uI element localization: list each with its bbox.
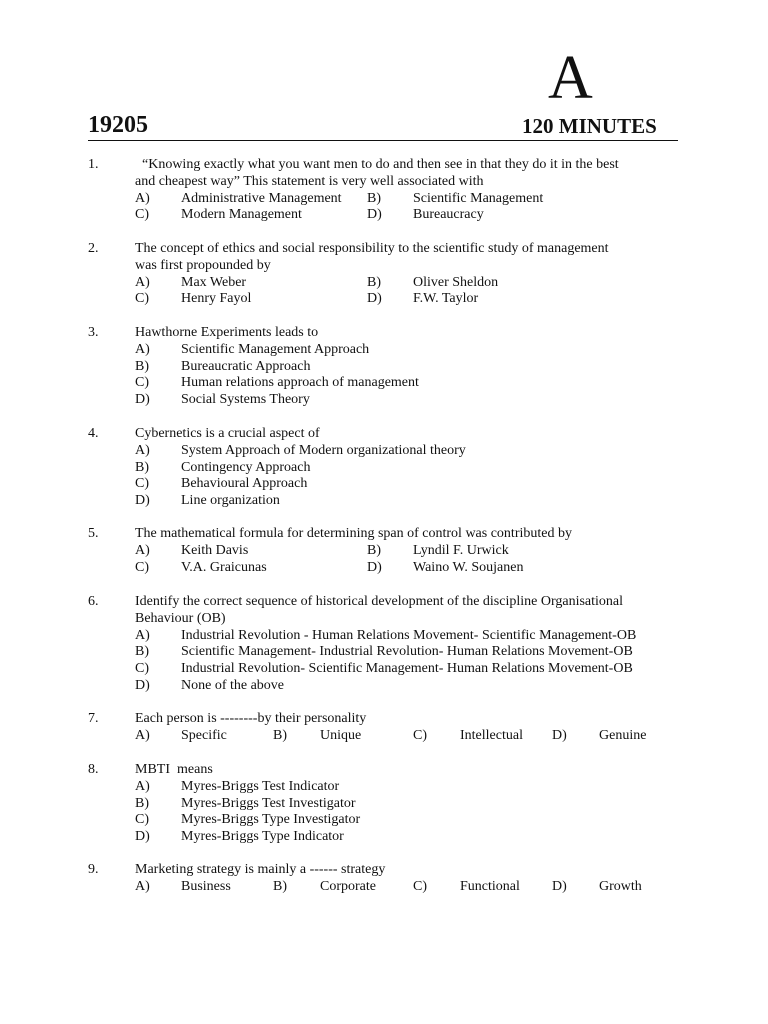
option-letter: B) (367, 274, 381, 290)
option-row (0, 460, 768, 477)
option-text: Corporate (320, 878, 376, 894)
option-row (0, 728, 768, 745)
option-text: Business (181, 878, 231, 894)
option-text: Intellectual (460, 727, 523, 743)
option-letter: B) (135, 459, 149, 475)
question-number: 7. (88, 711, 99, 726)
option-text: Administrative Management (181, 190, 342, 206)
option-row (0, 291, 768, 308)
option-letter: A) (135, 190, 150, 206)
option-letter: D) (552, 878, 567, 894)
option-letter: C) (413, 727, 427, 743)
option-letter: D) (135, 392, 150, 408)
option-text: Myres-Briggs Test Investigator (181, 795, 356, 811)
option-letter: A) (135, 727, 150, 743)
option-text: Max Weber (181, 274, 247, 290)
option-letter: A) (135, 878, 150, 894)
option-letter: D) (367, 291, 382, 307)
option-text: Scientific Management- Industrial Revolution- Human Relations Movement-OB (181, 644, 633, 660)
question-stem: The concept of ethics and social responsibility to the scientific study of management was first propounded by (135, 241, 609, 273)
option-letter: D) (135, 678, 150, 693)
option-row (0, 392, 768, 409)
option-text: Oliver Sheldon (413, 274, 499, 290)
option-text: V.A. Graicunas (181, 559, 267, 575)
option-text: Bureaucratic Approach (181, 358, 311, 374)
option-text: F.W. Taylor (413, 291, 479, 307)
question-stem: The mathematical formula for determining span of control was contributed by (135, 526, 572, 541)
option-letter: B) (367, 542, 381, 558)
option-letter: A) (135, 778, 150, 794)
option-letter: A) (135, 341, 150, 357)
option-text: Functional (460, 878, 520, 894)
option-letter: C) (135, 291, 149, 307)
question-number: 9. (88, 862, 99, 877)
option-row (0, 560, 768, 577)
option-letter: D) (552, 727, 567, 743)
option-row (0, 543, 768, 560)
option-text: Growth (599, 878, 642, 894)
option-row (0, 644, 768, 661)
option-text: Line organization (181, 493, 280, 509)
option-row (0, 796, 768, 813)
option-text: Myres-Briggs Type Indicator (181, 829, 344, 845)
option-letter: A) (135, 627, 150, 643)
option-row (0, 678, 768, 695)
option-row (0, 779, 768, 796)
option-letter: C) (135, 559, 149, 575)
exam-duration: 120 MINUTES (522, 114, 657, 138)
option-letter: C) (135, 812, 149, 828)
option-row (0, 342, 768, 359)
question-stem: MBTI means (135, 762, 213, 777)
option-letter: A) (135, 274, 150, 290)
option-letter: B) (273, 727, 287, 743)
question-number: 1. (88, 157, 99, 172)
option-letter: A) (135, 442, 150, 458)
paper-code: 19205 (88, 112, 148, 138)
option-text: Scientific Management (413, 190, 544, 206)
option-row (0, 812, 768, 829)
option-text: Myres-Briggs Type Investigator (181, 812, 361, 828)
version-letter: A (548, 44, 593, 112)
option-letter: D) (367, 559, 382, 575)
option-text: Lyndil F. Urwick (413, 542, 509, 558)
option-text: Specific (181, 727, 227, 743)
question-stem: Each person is --------by their personality (135, 711, 367, 726)
option-text: Keith Davis (181, 542, 249, 558)
option-letter: C) (135, 207, 149, 223)
option-letter: B) (135, 795, 149, 811)
option-text: Human relations approach of management (181, 375, 419, 391)
option-letter: A) (135, 542, 150, 558)
question-number: 5. (88, 526, 99, 541)
option-row (0, 628, 768, 645)
option-letter: C) (135, 375, 149, 391)
option-text: Scientific Management Approach (181, 341, 370, 357)
option-text: Genuine (599, 727, 647, 743)
option-text: System Approach of Modern organizational theory (181, 442, 466, 458)
question-number: 6. (88, 594, 99, 609)
option-row (0, 493, 768, 510)
option-row (0, 661, 768, 678)
option-letter: B) (273, 878, 287, 894)
question-number: 8. (88, 762, 99, 777)
option-row (0, 476, 768, 493)
question-stem: Marketing strategy is mainly a ------ strategy (135, 862, 386, 877)
option-text: Myres-Briggs Test Indicator (181, 778, 340, 794)
option-text: Waino W. Soujanen (413, 559, 524, 575)
option-text: Contingency Approach (181, 459, 311, 475)
option-text: Modern Management (181, 207, 302, 223)
option-row (0, 191, 768, 208)
option-row (0, 829, 768, 846)
option-text: Bureaucracy (413, 207, 484, 223)
question-stem: “Knowing exactly what you want men to do and then see in that they do it in the best and cheapest way” This statement is very well associated with (135, 157, 619, 189)
option-text: Behavioural Approach (181, 476, 308, 492)
option-row (0, 443, 768, 460)
option-text: Industrial Revolution- Scientific Management- Human Relations Movement-OB (181, 661, 633, 677)
option-text: Industrial Revolution - Human Relations Movement- Scientific Management-OB (181, 627, 637, 643)
option-row (0, 879, 768, 896)
option-row (0, 359, 768, 376)
option-letter: D) (135, 829, 150, 845)
option-row (0, 275, 768, 292)
option-text: Social Systems Theory (181, 392, 310, 408)
question-stem: Hawthorne Experiments leads to (135, 325, 319, 340)
option-text: Unique (320, 727, 362, 743)
option-letter: B) (367, 190, 381, 206)
option-letter: D) (367, 207, 382, 223)
option-letter: B) (135, 644, 149, 660)
option-letter: C) (135, 476, 149, 492)
option-letter: C) (135, 661, 149, 677)
option-text: Henry Fayol (181, 291, 252, 307)
question-stem: Cybernetics is a crucial aspect of (135, 426, 320, 441)
question-number: 4. (88, 426, 99, 441)
question-number: 2. (88, 241, 99, 256)
option-row (0, 375, 768, 392)
question-stem: Identify the correct sequence of historical development of the discipline Organisational Behaviour (OB) (135, 594, 624, 626)
option-letter: C) (413, 878, 427, 894)
question-number: 3. (88, 325, 99, 340)
option-letter: D) (135, 493, 150, 509)
option-row (0, 207, 768, 224)
option-text: None of the above (181, 678, 285, 693)
option-letter: B) (135, 358, 149, 374)
